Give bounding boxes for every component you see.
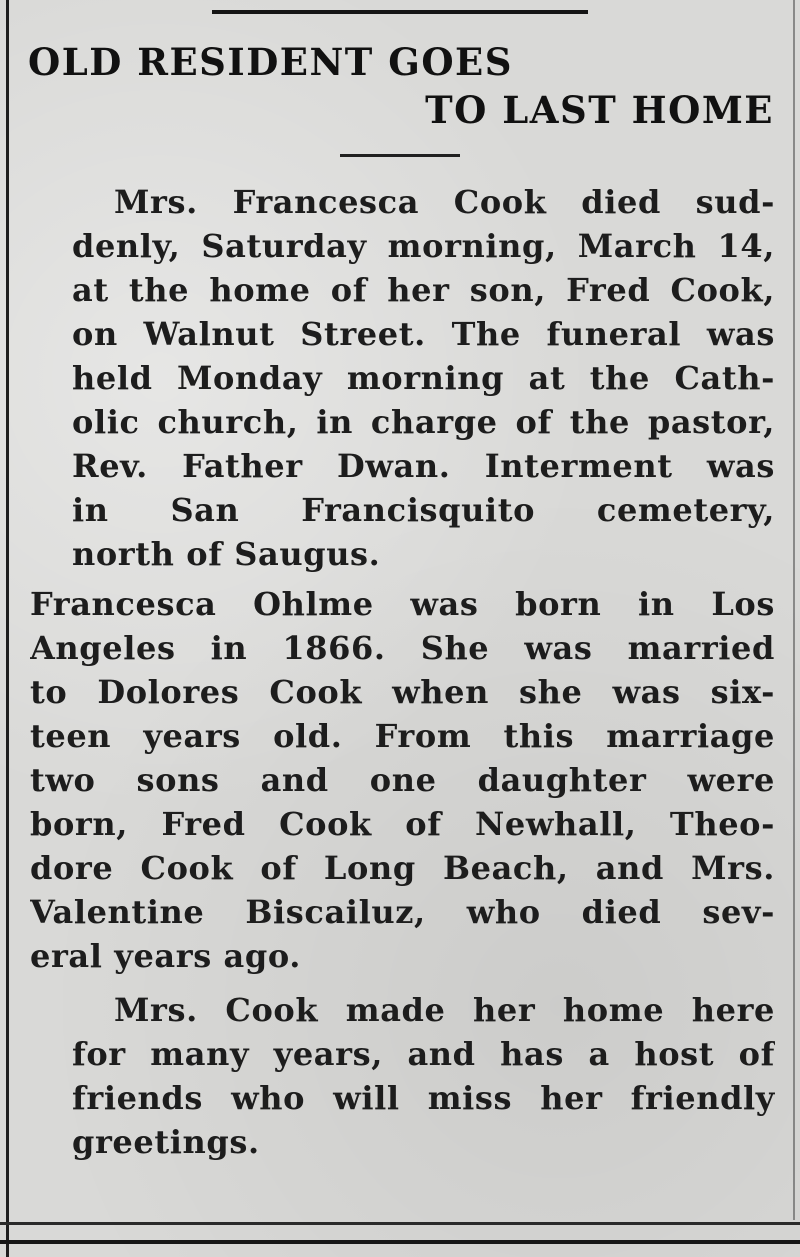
- text-line: born, Fred Cook of Newhall, Theo-: [30, 805, 775, 843]
- column-border-right: [793, 0, 795, 1220]
- column-border-left: [6, 0, 9, 1257]
- headline: [28, 38, 778, 134]
- text-line: on Walnut Street. The funeral was: [72, 315, 775, 353]
- text-line: Angeles in 1866. She was married: [30, 629, 775, 667]
- bottom-rule-heavy: [0, 1240, 800, 1244]
- article-body: [30, 180, 775, 1164]
- paragraph-1: [30, 180, 775, 576]
- text-line: denly, Saturday morning, March 14,: [72, 227, 775, 265]
- text-line: Rev. Father Dwan. Interment was: [72, 447, 775, 485]
- text-line: at the home of her son, Fred Cook,: [72, 271, 775, 309]
- headline-line-2: TO LAST HOME: [425, 88, 774, 132]
- text-line: Mrs. Cook made her home here: [114, 991, 775, 1029]
- text-line: dore Cook of Long Beach, and Mrs.: [30, 849, 775, 887]
- text-line: olic church, in charge of the pastor,: [72, 403, 775, 441]
- text-line: Francesca Ohlme was born in Los: [30, 585, 775, 623]
- text-line: Valentine Biscailuz, who died sev-: [30, 893, 775, 931]
- text-line: two sons and one daughter were: [30, 761, 775, 799]
- text-line: north of Saugus.: [72, 535, 381, 573]
- headline-divider: [340, 154, 460, 157]
- headline-line-1: OLD RESIDENT GOES: [28, 40, 513, 84]
- top-rule: [212, 10, 588, 14]
- paragraph-2: [30, 582, 775, 978]
- bottom-rule: [0, 1222, 800, 1225]
- text-line: teen years old. From this marriage: [30, 717, 775, 755]
- paragraph-3: [30, 988, 775, 1164]
- text-line: in San Francisquito cemetery,: [72, 491, 775, 529]
- text-line: eral years ago.: [30, 937, 301, 975]
- text-line: Mrs. Francesca Cook died sud-: [114, 183, 775, 221]
- text-line: greetings.: [72, 1123, 260, 1161]
- text-line: to Dolores Cook when she was six-: [30, 673, 775, 711]
- text-line: held Monday morning at the Cath-: [72, 359, 775, 397]
- text-line: for many years, and has a host of: [72, 1035, 775, 1073]
- text-line: friends who will miss her friendly: [72, 1079, 775, 1117]
